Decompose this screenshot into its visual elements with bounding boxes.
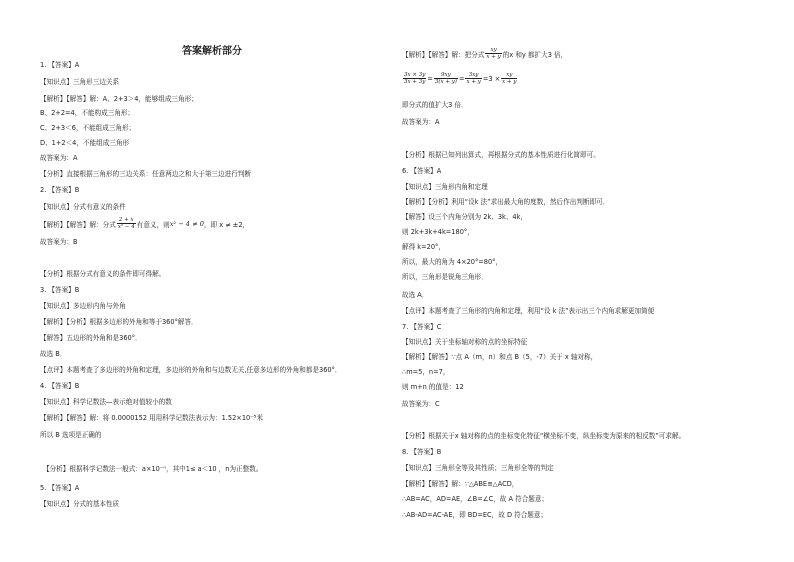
q1-option-b: B、2+2=4，不能构成三角形； [40, 109, 135, 117]
q7-analysis: 【解析】【解答】∵点 A（m，n）和点 B（5，-7）关于 x 轴对称， [402, 353, 598, 361]
q6-solution: 【解答】设三个内角分别为 2k、3k、4k， [402, 213, 528, 221]
q6-solve: 解得 k=20°， [402, 243, 445, 251]
q4-knowledge: 【知识点】科学记数法—表示绝对值较小的数 [40, 398, 172, 406]
q2-condition: x² − 4 ≠ 0 [169, 219, 204, 228]
q7-conclusion: 故答案为：C [402, 400, 440, 408]
q6-largest-angle: 所以，最大的角为 4×20°=80°， [402, 258, 503, 266]
q8-step-2: ∴AB-AD=AC-AE，即 BD=EC，故 D 符合题意； [402, 511, 548, 519]
q1-knowledge: 【知识点】三角形三边关系 [40, 78, 120, 86]
q5-analysis-suffix: 的x 和y 都扩大3 倍， [502, 50, 568, 59]
q5-eq-f1-denominator: 3x + 3y [404, 79, 426, 85]
q5-eq-f4-numerator: xy [501, 72, 517, 79]
q1-answer: 1. 【答案】A [40, 61, 80, 69]
q4-conclusion: 所以 B 选项是正确的 [40, 431, 102, 439]
q3-answer: 3. 【答案】B [40, 286, 80, 294]
q2-reasoning: 【分析】根据分式有意义的条件即可得解。 [40, 270, 166, 278]
q5-eq-f3-numerator: 3xy [465, 72, 481, 79]
q5-fraction-denominator: x + y [486, 54, 501, 60]
q2-conclusion: 故答案为：B [40, 238, 78, 246]
q5-analysis-line [402, 47, 567, 60]
q3-conclusion: 故选 B． [40, 350, 67, 358]
q1-conclusion: 故答案为：A [40, 154, 78, 162]
q7-answer: 7. 【答案】C [402, 323, 442, 331]
q1-option-c: C、2+3＜6，不能组成三角形； [40, 124, 136, 132]
q6-analysis: 【解析】【分析】利用“设k 法”求出最大角的度数，然后作出判断即可． [402, 198, 610, 206]
q4-analysis: 【解析】【解答】解：将 0.0000152 用用科学记数法表示为：1.52×10⁻⁵米 [40, 414, 263, 422]
q5-conclusion: 故答案为：A [402, 118, 440, 126]
q5-eq-f2-numerator: 9xy [434, 72, 458, 79]
q2-analysis-result: ，即 x ≠ ±2， [203, 220, 250, 229]
q6-knowledge: 【知识点】三角形内角和定理 [402, 183, 488, 191]
q5-eq-f4-denominator: x + y [502, 79, 517, 85]
q3-knowledge: 【知识点】多边形内角与外角 [40, 302, 126, 310]
q5-reasoning: 【分析】根据已知列出算式，再根据分式的基本性质进行化简即可。 [402, 151, 600, 159]
q1-analysis: 【解析】【解答】解：A、2+3＞4，能够组成三角形； [40, 95, 198, 103]
q5-answer: 5. 【答案】A [40, 484, 80, 492]
q2-analysis-prefix: 【解析】【解答】解：分式 [40, 220, 116, 229]
q5-eq-fraction-1 [403, 72, 426, 85]
q2-knowledge: 【知识点】分式有意义的条件 [40, 203, 126, 211]
q8-step-1: ∴AB=AC，AD=AE，∠B=∠C，故 A 符合题意； [402, 495, 549, 503]
q5-eq-fraction-3 [465, 72, 481, 85]
q6-answer: 6. 【答案】A [402, 167, 442, 175]
q5-eq-fraction-2 [434, 72, 458, 85]
q5-eq-fraction-4 [501, 72, 517, 85]
page-title: 答案解析部分 [182, 46, 242, 57]
q5-eq-equals-2: = [458, 74, 465, 83]
q5-knowledge: 【知识点】分式的基本性质 [40, 500, 120, 508]
q6-conclusion: 故选 A． [402, 291, 429, 299]
q3-analysis: 【解析】【分析】根据多边形的外角和等于360°解答． [40, 318, 198, 326]
q5-eq-f1-numerator: 3x × 3y [404, 72, 426, 78]
q7-reasoning: 【分析】根据关于x 轴对称的点的坐标变化特征“横坐标不变，纵坐标变为原来的相反数”可求解。 [402, 432, 686, 440]
q6-comment: 【点评】本题考查了三角形的内角和定理，利用“设 k 法”表示出三个内角求解更加简便 [402, 307, 655, 315]
q5-conclusion-value: 即分式的值扩大3 倍． [402, 101, 468, 109]
q5-fraction-numerator: xy [485, 47, 501, 54]
q5-analysis-prefix: 【解析】【解答】解：把分式 [402, 50, 485, 59]
q7-sum: 则 m+n 的值是：12 [402, 383, 464, 391]
q4-answer: 4. 【答案】B [40, 382, 80, 390]
q2-answer: 2. 【答案】B [40, 186, 80, 194]
q3-comment: 【点评】本题考查了多边形的外角和定理，多边形的外角和与边数无关,任意多边形的外角和都是360°． [40, 366, 342, 374]
q1-option-d: D、1+2＜4，不能组成三角形 [40, 139, 130, 147]
q5-eq-times-three: =3 × [482, 74, 501, 83]
q5-eq-f3-denominator: x + y [466, 79, 481, 85]
q6-equation: 则 2k+3k+4k=180°， [402, 228, 474, 236]
q3-solution: 【解答】五边形的外角和是360°． [40, 334, 142, 342]
q6-triangle-type: 所以，三角形是锐角三角形． [402, 273, 488, 281]
q2-analysis-middle: 有意义，则 [136, 220, 170, 229]
q7-knowledge: 【知识点】关于坐标轴对称的点的坐标特征 [402, 338, 528, 346]
q7-values: ∴m=5，n=7， [402, 368, 450, 376]
q8-analysis: 【解析】【解答】解：∵△ABE≌△ACD， [402, 480, 519, 488]
q8-knowledge: 【知识点】三角形全等及其性质；三角形全等的判定 [402, 464, 554, 472]
q5-fraction [485, 47, 501, 60]
q2-fraction [117, 217, 136, 230]
q1-reasoning: 【分析】直接根据三角形的三边关系：任意两边之和大于第三边进行判断 [40, 170, 251, 178]
q2-analysis-line [40, 217, 249, 230]
q4-reasoning: 【分析】根据科学记数法一般式：a×10⁻ⁿ，其中1≤ a＜10 ，n为正整数。 [43, 465, 263, 473]
q8-answer: 8. 【答案】B [402, 448, 442, 456]
q5-eq-f2-denominator: 3(x + y) [434, 79, 457, 85]
q5-equation [402, 72, 518, 85]
q2-fraction-denominator: x² − 4 [117, 224, 135, 230]
q2-fraction-numerator: 2 + x [117, 217, 136, 224]
q5-eq-equals-1: = [427, 74, 433, 83]
